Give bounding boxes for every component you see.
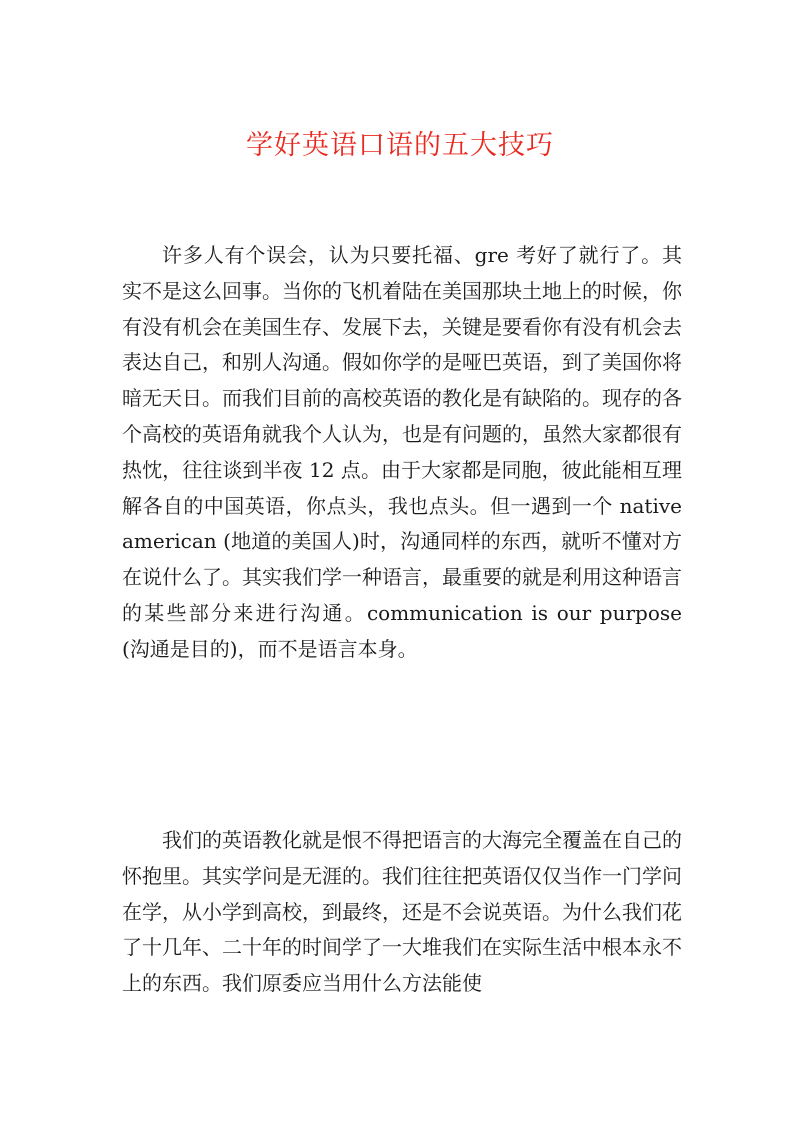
body-paragraph-2: 我们的英语教化就是恨不得把语言的大海完全覆盖在自己的怀抱里。其实学问是无涯的。我们往往把英语仅仅当作一门学问在学，从小学到高校，到最终，还是不会说英语。为什么我们花了十几年、二十年的时间学了一大堆我们在实际生活中根本永不上的东西。我们原委应当用什么方法能使	[122, 828, 682, 996]
body-paragraph-1: 许多人有个误会，认为只要托福、gre 考好了就行了。其实不是这么回事。当你的飞机着陆在美国那块土地上的时候，你有没有机会在美国生存、发展下去，关键是要看你有没有机会去表达自己，和别人沟通。假如你学的是哑巴英语，到了美国你将暗无天日。而我们目前的高校英语的教化是有缺陷的。现存的各个高校的英语角就我个人认为，也是有问题的，虽然大家都很有热忱，往往谈到半夜 12 点。由于大家都是同胞，彼此能相互理解各自的中国英语，你点头，我也点头。但一遇到一个 native american (地道的美国人)时，沟通同样的东西，就听不懂对方在说什么了。其实我们学一种语言，最重要的就是利用这种语言的某些部分来进行沟通。communication is our purpose (沟通是目的)，而不是语言本身。	[122, 243, 682, 661]
document-title: 学好英语口语的五大技巧	[246, 130, 554, 161]
